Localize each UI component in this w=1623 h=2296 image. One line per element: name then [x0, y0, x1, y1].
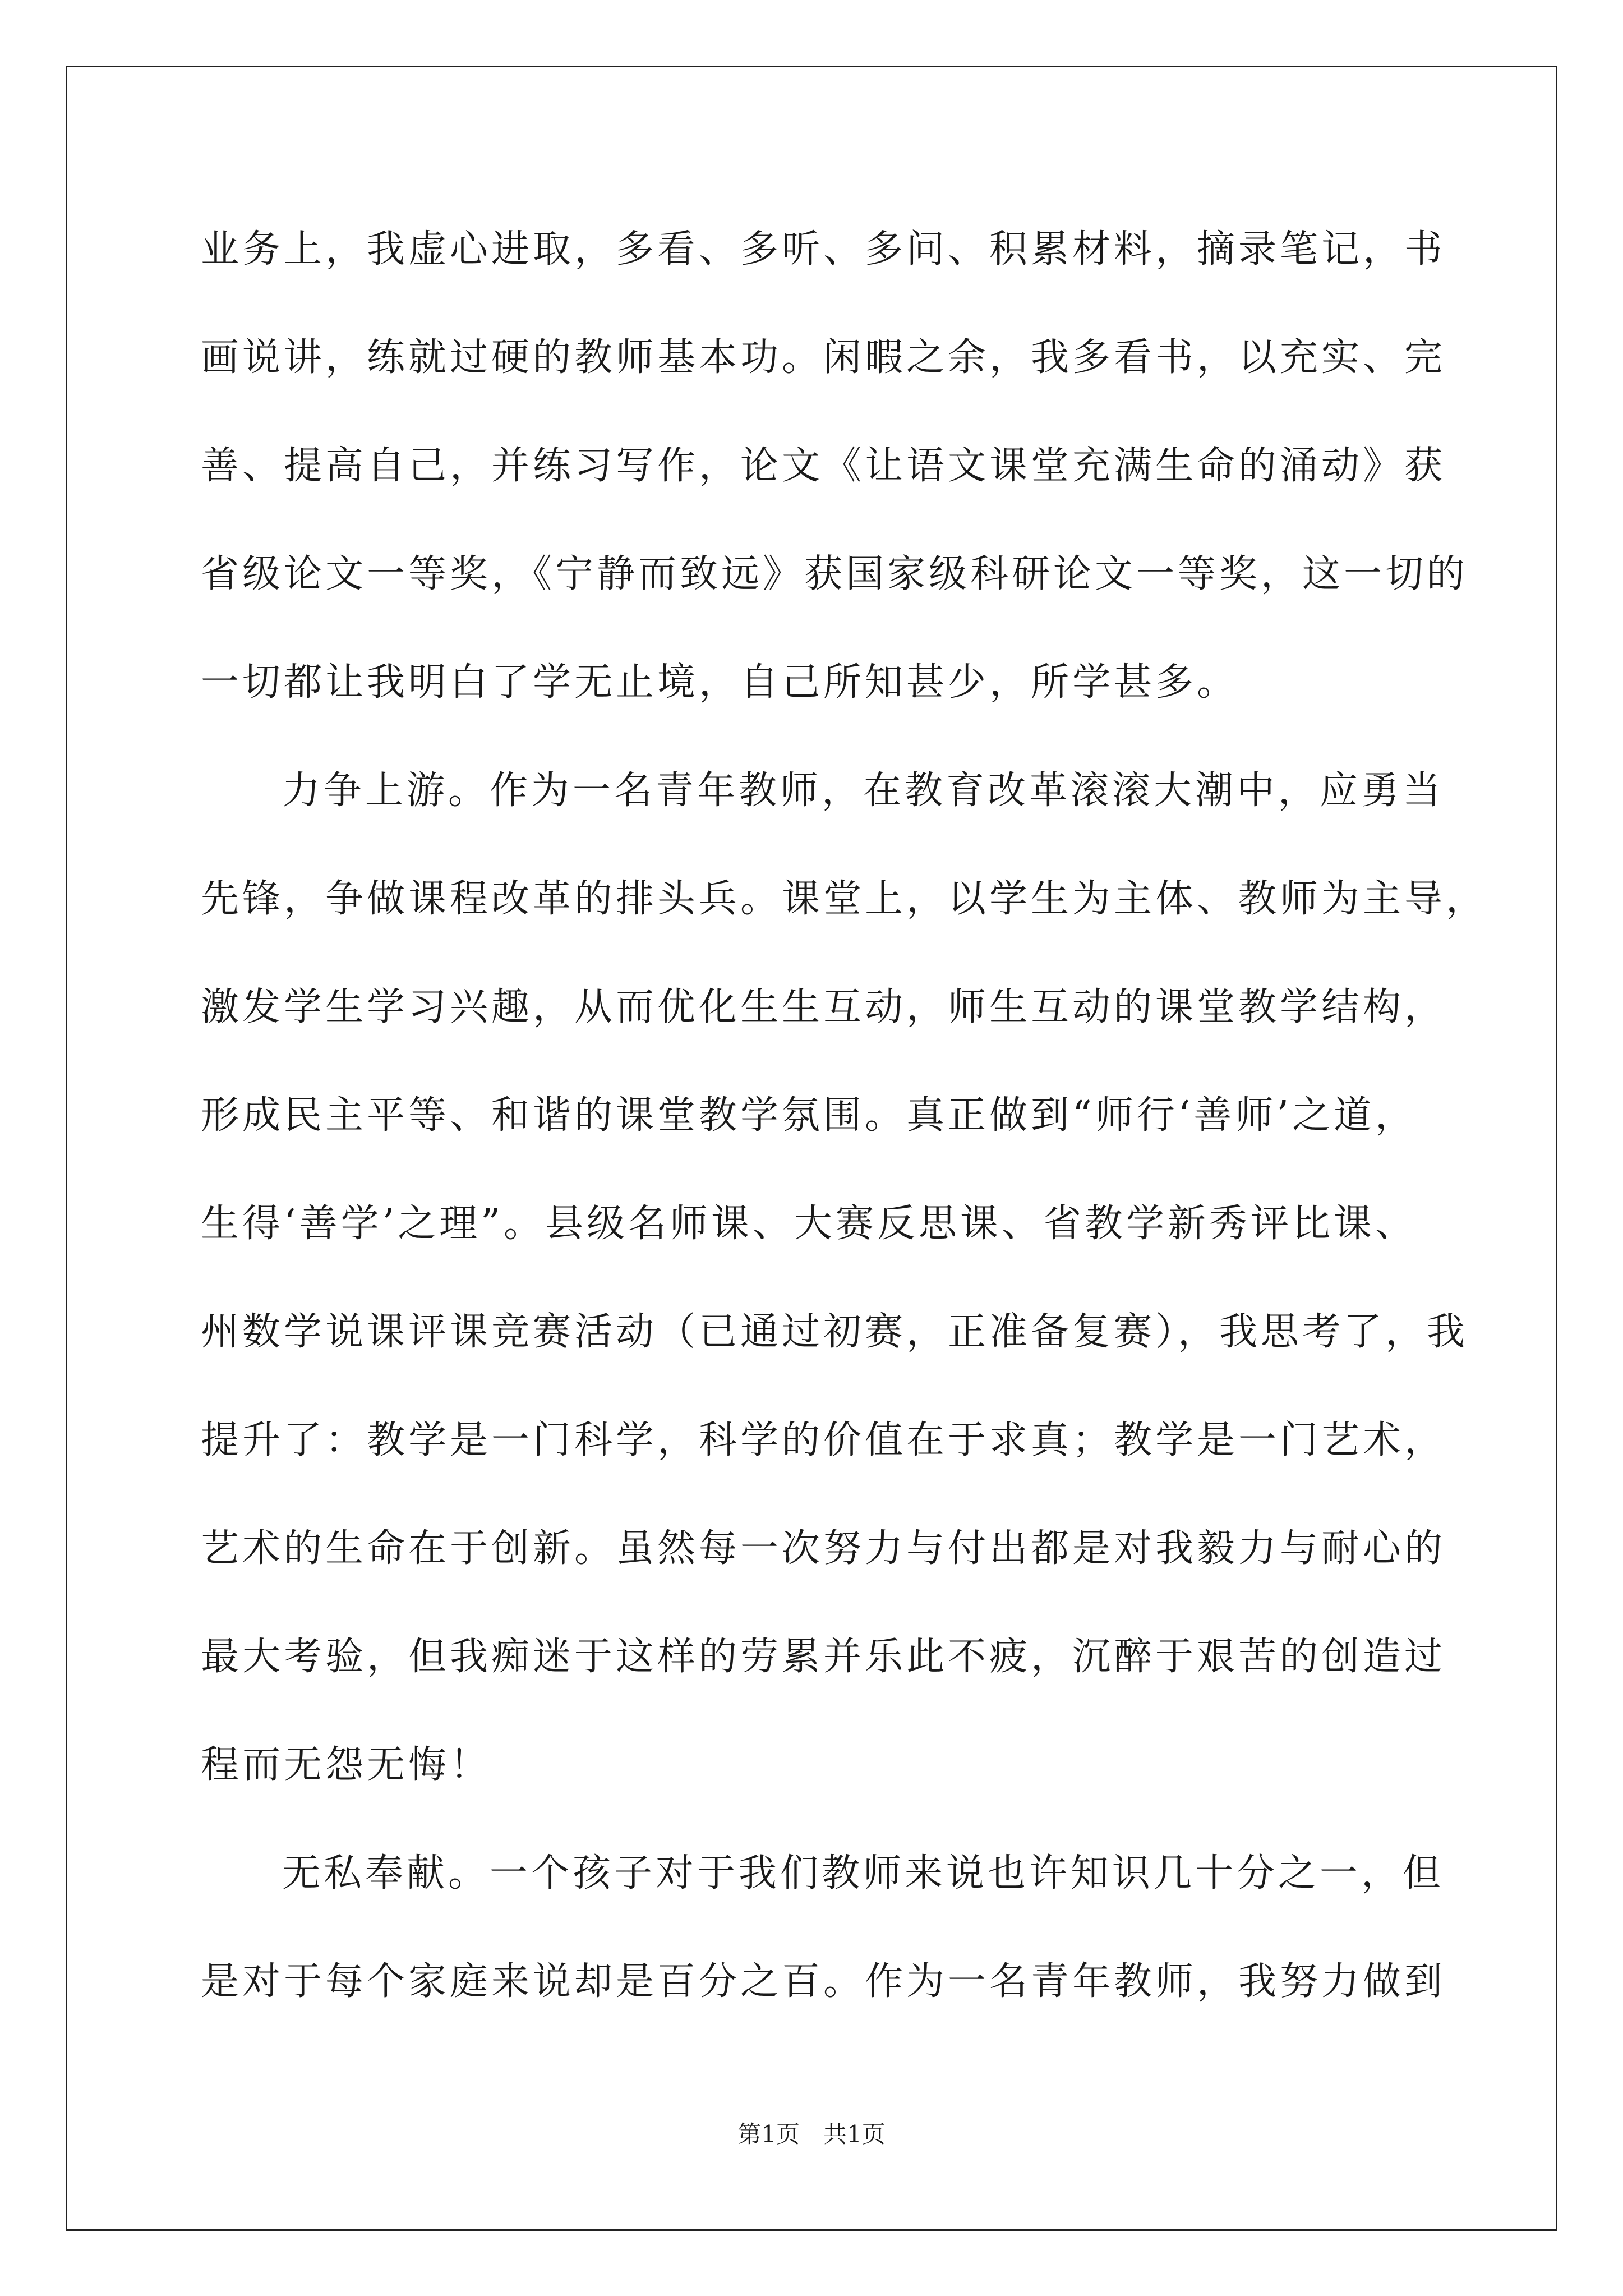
text-line: 业务上，我虚心进取，多看、多听、多问、积累材料，摘录笔记，书 [201, 227, 1446, 272]
text-line: 画说讲，练就过硬的教师基本功。闲暇之余，我多看书，以充实、完 [201, 335, 1446, 380]
text-line: 一切都让我明白了学无止境，自己所知甚少，所学甚多。 [201, 660, 1239, 705]
text-line: 形成民主平等、和谐的课堂教学氛围。真正做到“师行‘善师’之道， [201, 1093, 1417, 1138]
page-footer: 第1页 共1页 [737, 2120, 886, 2148]
text-line: 最大考验，但我痴迷于这样的劳累并乐此不疲，沉醉于艰苦的创造过 [201, 1635, 1446, 1679]
text-line: 生得‘善学’之理”。县级名师课、大赛反思课、省教学新秀评比课、 [201, 1202, 1417, 1246]
text-line: 先锋，争做课程改革的排头兵。课堂上，以学生为主体、教师为主导， [201, 877, 1488, 921]
text-line: 提升了：教学是一门科学，科学的价值在于求真；教学是一门艺术， [201, 1418, 1446, 1462]
text-line: 是对于每个家庭来说却是百分之百。作为一名青年教师，我努力做到 [201, 1959, 1446, 2004]
text-line: 激发学生学习兴趣，从而优化生生互动，师生互动的课堂教学结构， [201, 985, 1446, 1029]
text-line: 程而无怨无悔！ [201, 1743, 492, 1787]
page-border [66, 66, 1557, 2231]
paragraph-first-line: 无私奉献。一个孩子对于我们教师来说也许知识几十分之一，但 [282, 1851, 1445, 1895]
text-line: 省级论文一等奖，《宁静而致远》获国家级科研论文一等奖，这一切的 [201, 552, 1469, 596]
text-line: 艺术的生命在于创新。虽然每一次努力与付出都是对我毅力与耐心的 [201, 1526, 1446, 1571]
text-line: 州数学说课评课竞赛活动（已通过初赛，正准备复赛），我思考了，我 [201, 1310, 1469, 1354]
paragraph-first-line: 力争上游。作为一名青年教师，在教育改革滚滚大潮中，应勇当 [282, 769, 1445, 813]
text-line: 善、提高自己，并练习写作，论文《让语文课堂充满生命的涌动》获 [201, 444, 1446, 488]
